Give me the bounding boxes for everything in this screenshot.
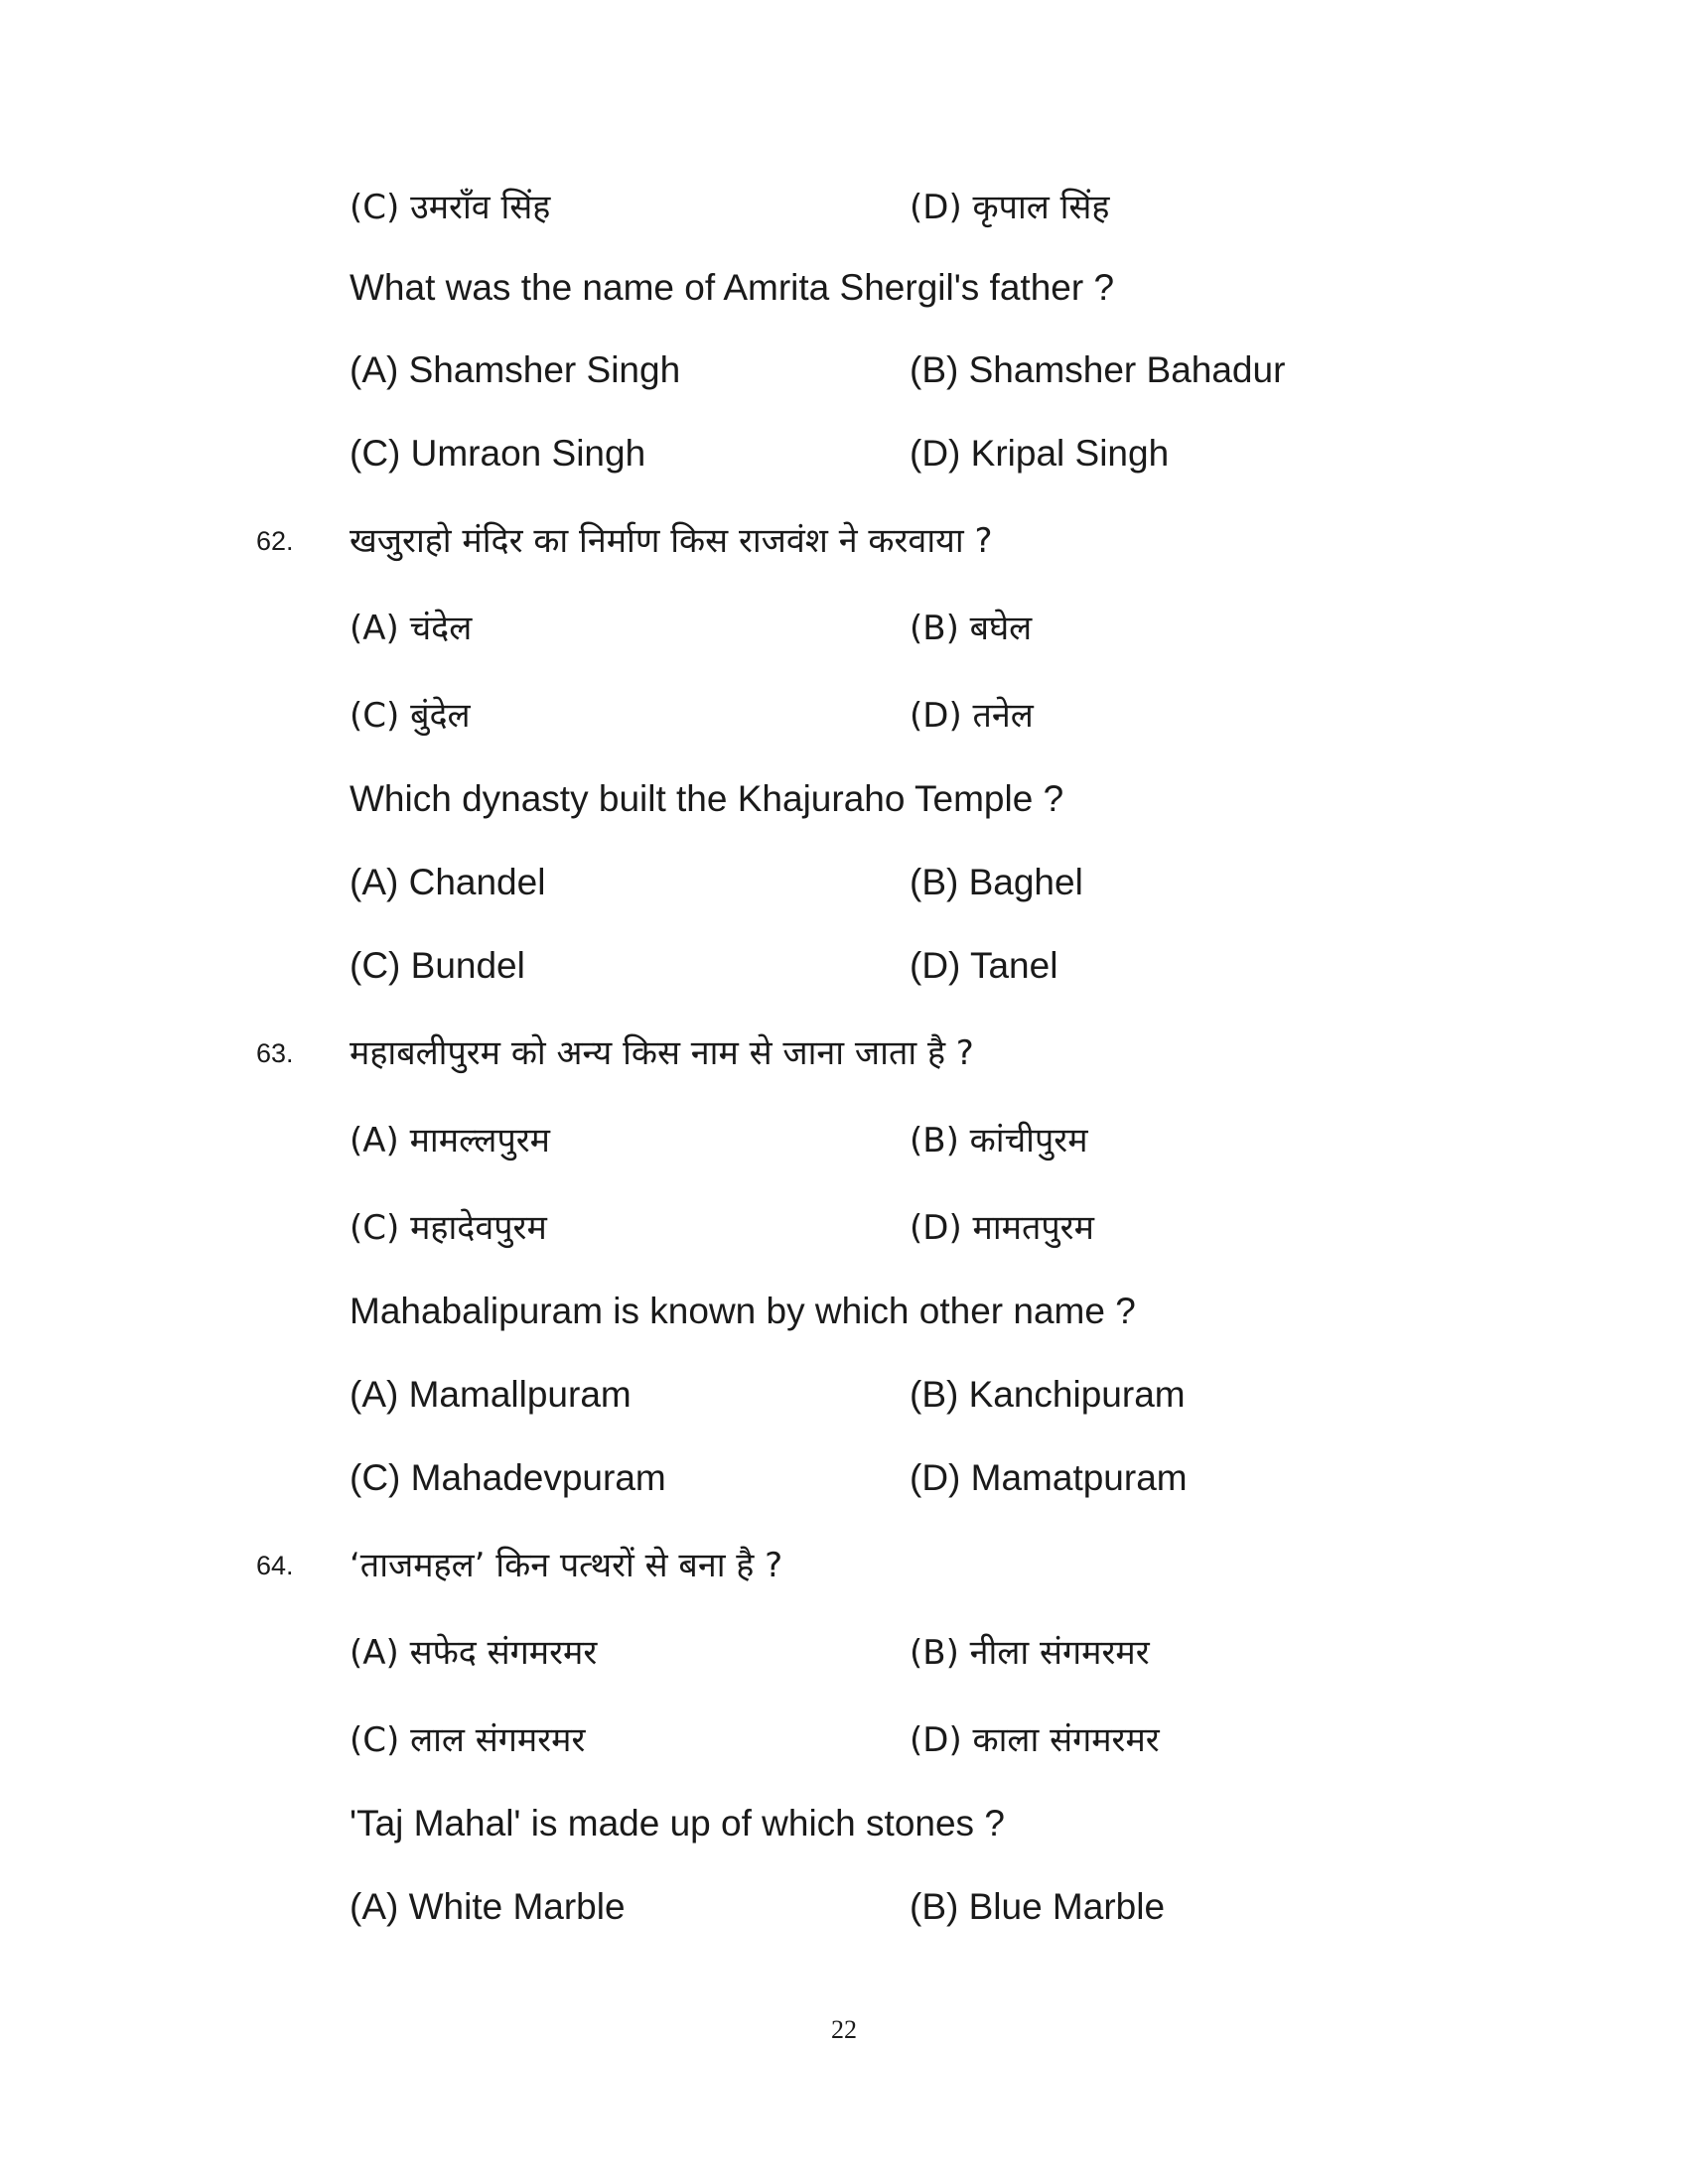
option-left: (C) बुंदेल xyxy=(350,696,471,736)
question-text: 'Taj Mahal' is made up of which stones ? xyxy=(350,1803,1005,1843)
option-left: (A) Chandel xyxy=(350,862,546,902)
question-row xyxy=(0,1024,1688,1084)
question-row xyxy=(0,774,1688,834)
option-left: (C) लाल संगमरमर xyxy=(350,1720,586,1760)
question-number: 62. xyxy=(256,526,294,556)
option-right: (D) मामतपुरम xyxy=(910,1208,1094,1248)
option-right: (B) बघेल xyxy=(910,609,1033,648)
option-right: (D) Kripal Singh xyxy=(910,433,1170,474)
options-row xyxy=(0,858,1688,917)
question-row xyxy=(0,263,1688,323)
question-row xyxy=(0,512,1688,572)
option-right: (B) नीला संगमरमर xyxy=(910,1633,1150,1673)
option-right: (D) तनेल xyxy=(910,696,1034,736)
option-right: (B) कांचीपुरम xyxy=(910,1121,1088,1160)
option-right: (D) कृपाल सिंह xyxy=(910,188,1110,227)
option-right: (B) Shamsher Bahadur xyxy=(910,349,1286,390)
options-row xyxy=(0,1453,1688,1513)
options-row xyxy=(0,1370,1688,1430)
question-row xyxy=(0,1537,1688,1596)
option-right: (D) काला संगमरमर xyxy=(910,1720,1160,1760)
options-row xyxy=(0,179,1688,238)
question-text: खजुराहो मंदिर का निर्माण किस राजवंश ने करवाया ? xyxy=(350,521,993,561)
option-left: (A) Shamsher Singh xyxy=(350,349,681,390)
options-row xyxy=(0,1882,1688,1942)
options-row xyxy=(0,345,1688,405)
question-number: 64. xyxy=(256,1551,294,1580)
question-text: महाबलीपुरम को अन्य किस नाम से जाना जाता है ? xyxy=(350,1033,974,1073)
options-row xyxy=(0,941,1688,1001)
option-left: (A) चंदेल xyxy=(350,609,473,648)
question-row xyxy=(0,1799,1688,1858)
option-right: (D) Mamatpuram xyxy=(910,1457,1188,1498)
option-right: (B) Baghel xyxy=(910,862,1083,902)
options-row xyxy=(0,687,1688,747)
options-row xyxy=(0,1624,1688,1684)
option-right: (B) Blue Marble xyxy=(910,1886,1166,1927)
question-text: Mahabalipuram is known by which other name ? xyxy=(350,1291,1136,1331)
option-right: (D) Tanel xyxy=(910,945,1058,986)
question-text: ‘ताजमहल’ किन पत्थरों से बना है ? xyxy=(350,1546,783,1585)
option-left: (C) Umraon Singh xyxy=(350,433,646,474)
option-left: (C) Bundel xyxy=(350,945,525,986)
options-row xyxy=(0,1112,1688,1171)
option-left: (A) White Marble xyxy=(350,1886,626,1927)
option-left: (C) महादेवपुरम xyxy=(350,1208,547,1248)
question-row xyxy=(0,1287,1688,1346)
option-right: (B) Kanchipuram xyxy=(910,1374,1186,1415)
option-left: (C) उमराँव सिंह xyxy=(350,188,551,227)
question-text: What was the name of Amrita Shergil's father ? xyxy=(350,267,1115,308)
option-left: (A) Mamallpuram xyxy=(350,1374,632,1415)
options-row xyxy=(0,1711,1688,1771)
option-left: (A) मामल्लपुरम xyxy=(350,1121,551,1160)
option-left: (A) सफेद संगमरमर xyxy=(350,1633,598,1673)
page-number: 22 xyxy=(831,2015,857,2044)
question-text: Which dynasty built the Khajuraho Temple ? xyxy=(350,778,1064,819)
options-row xyxy=(0,429,1688,488)
options-row xyxy=(0,600,1688,659)
option-left: (C) Mahadevpuram xyxy=(350,1457,666,1498)
options-row xyxy=(0,1199,1688,1259)
question-number: 63. xyxy=(256,1038,294,1068)
